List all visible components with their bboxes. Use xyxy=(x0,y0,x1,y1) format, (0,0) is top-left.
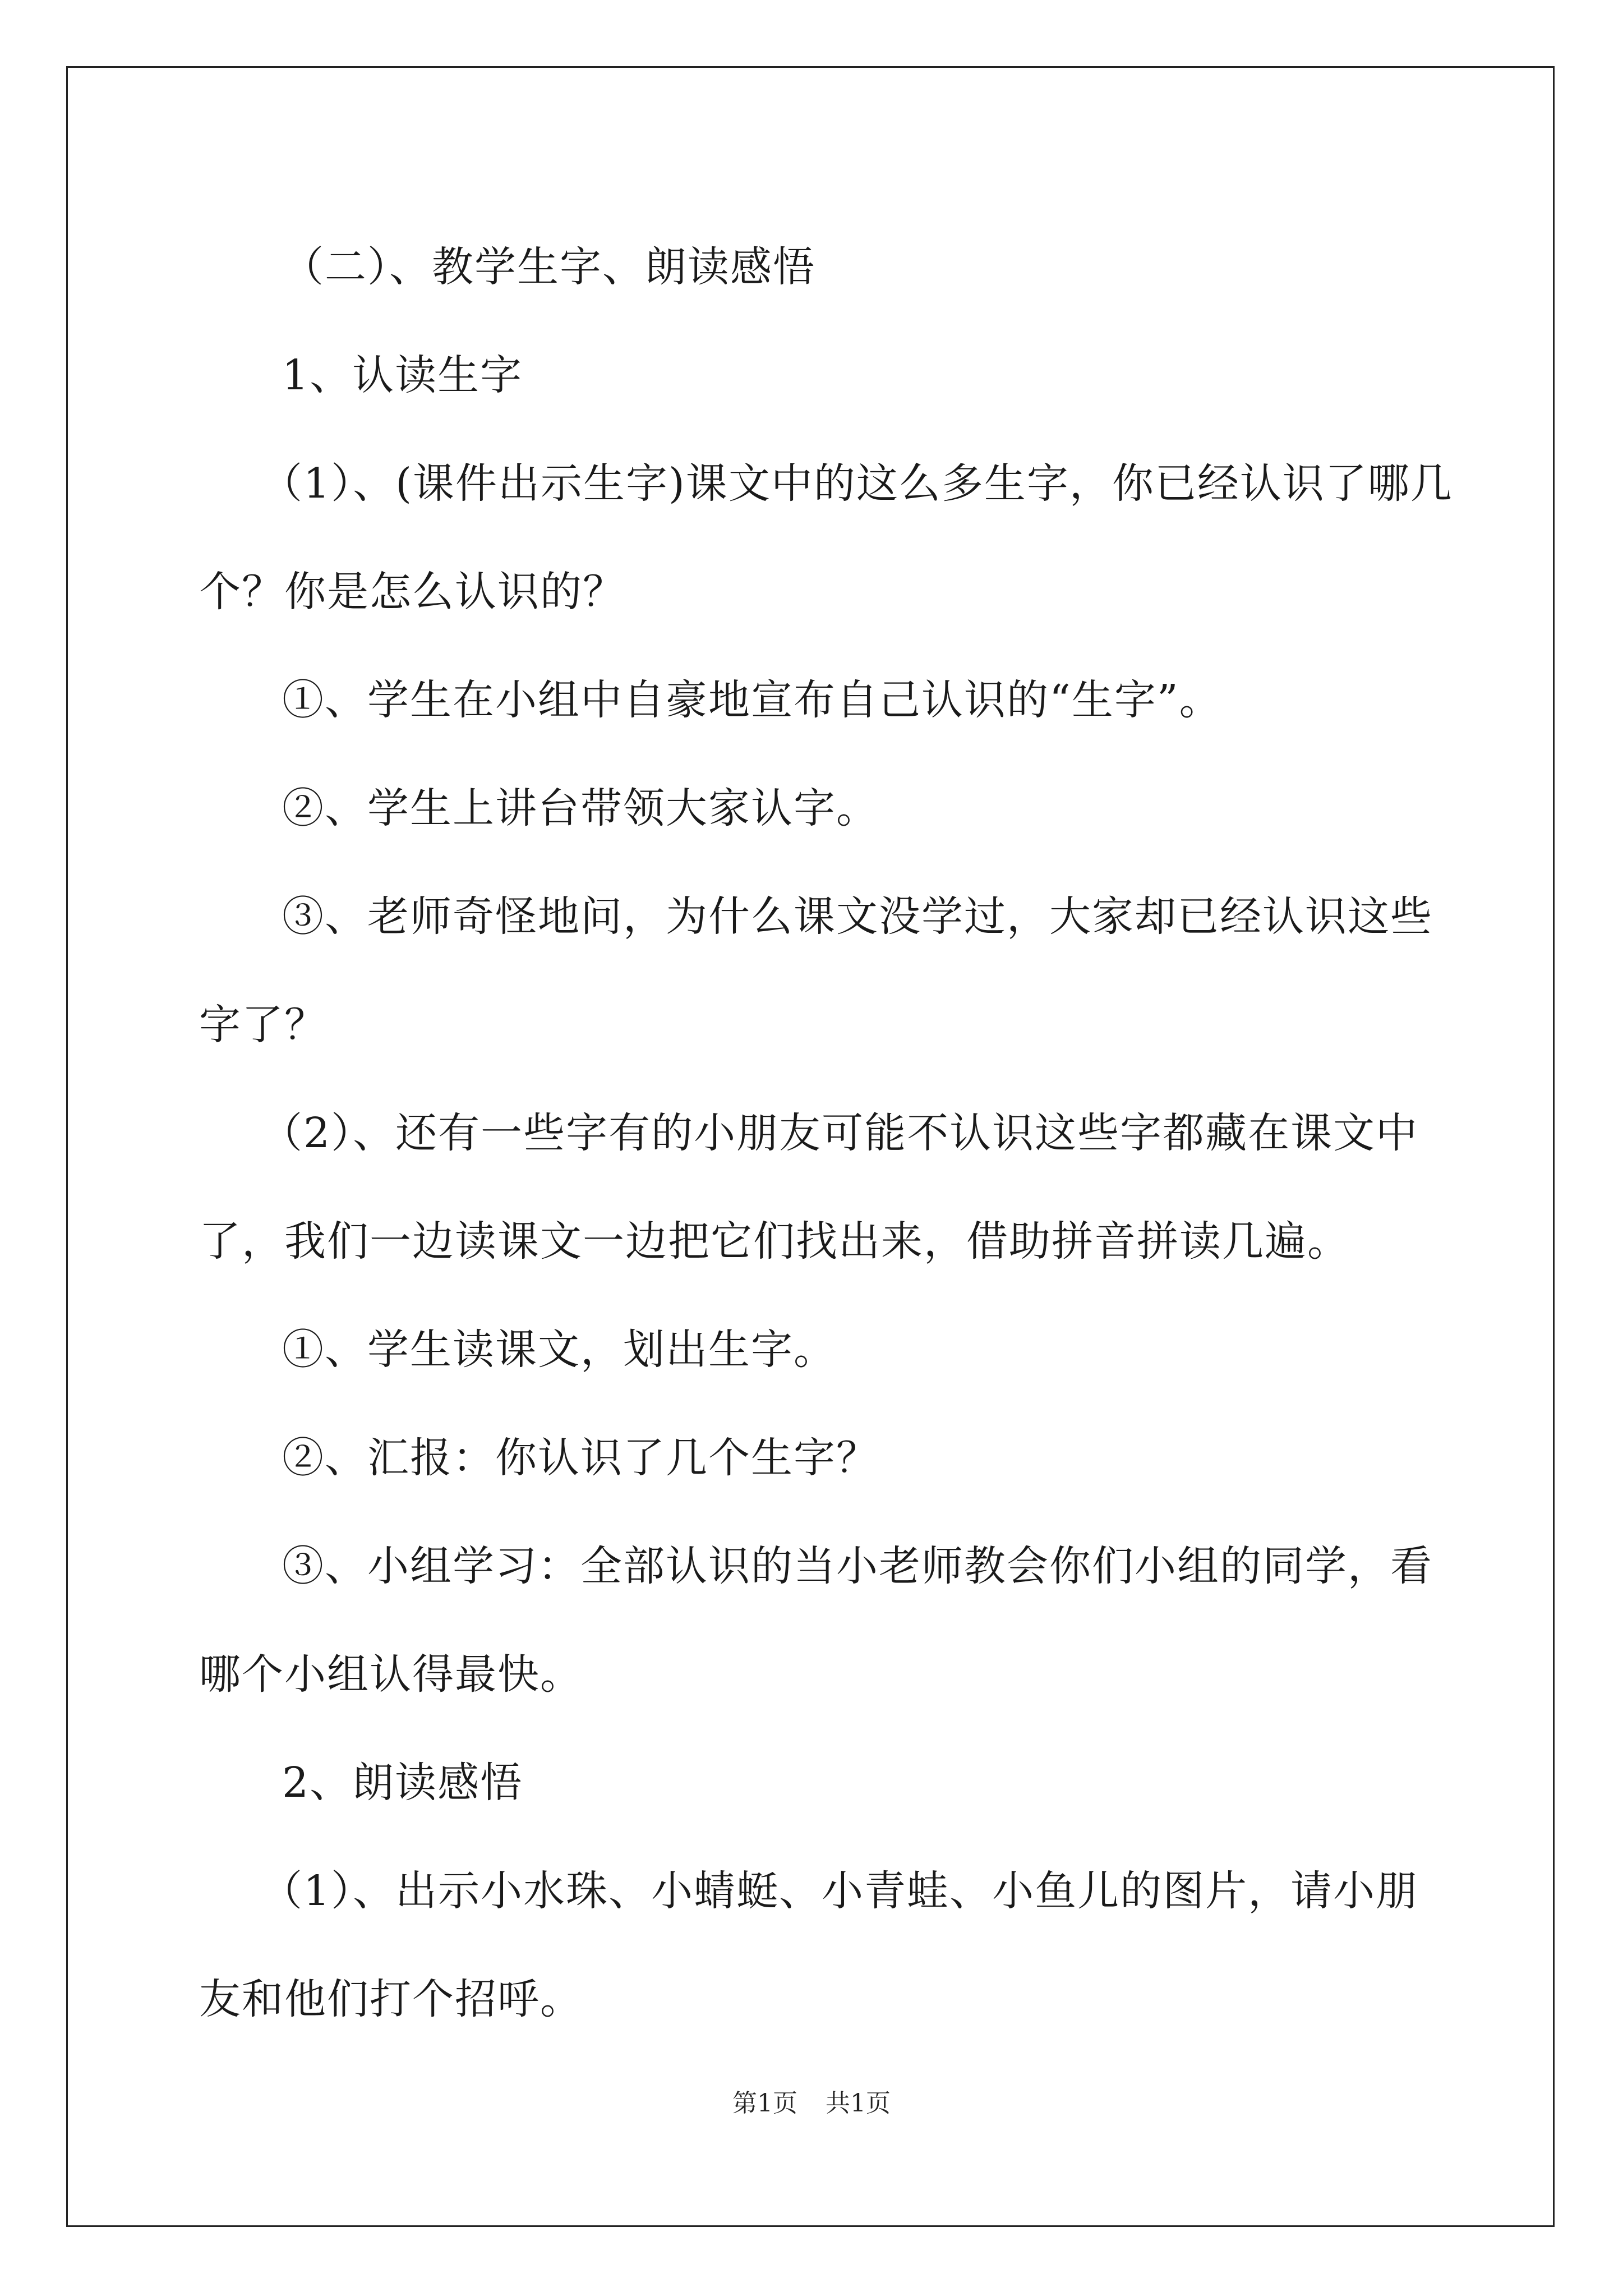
page-number: 第1页 xyxy=(732,2089,797,2118)
paragraph: ①、学生在小组中自豪地宣布自己认识的“生字”。 xyxy=(282,676,1222,724)
section-heading: （二）、教学生字、朗读感悟 xyxy=(282,243,815,291)
subsection-heading: 2、朗读感悟 xyxy=(282,1759,523,1807)
page-total: 共1页 xyxy=(826,2089,891,2118)
paragraph: （2）、还有一些字有的小朋友可能不认识这些字都藏在课文中了，我们一边读课文一边把它们找出来，借助拼音拼读几遍。 xyxy=(199,1109,1419,1266)
paragraph: （1）、(课件出示生字)课文中的这么多生字，你已经认识了哪几个？你是怎么认识的？ xyxy=(199,459,1453,616)
paragraph: ③、老师奇怪地问，为什么课文没学过，大家却已经认识这些字了？ xyxy=(199,892,1433,1049)
subsection-heading: 1、认读生字 xyxy=(282,351,523,399)
page-footer xyxy=(0,2087,1623,2120)
paragraph: ②、学生上讲台带领大家认字。 xyxy=(282,784,879,832)
document-body xyxy=(199,213,1455,2054)
paragraph: （1）、出示小水珠、小蜻蜓、小青蛙、小鱼儿的图片，请小朋友和他们打个招呼。 xyxy=(199,1867,1419,2023)
paragraph: ②、汇报：你认识了几个生字？ xyxy=(282,1434,879,1482)
paragraph: ①、学生读课文，划出生字。 xyxy=(282,1326,836,1374)
paragraph: ③、小组学习：全部认识的当小老师教会你们小组的同学，看哪个小组认得最快。 xyxy=(199,1542,1433,1699)
